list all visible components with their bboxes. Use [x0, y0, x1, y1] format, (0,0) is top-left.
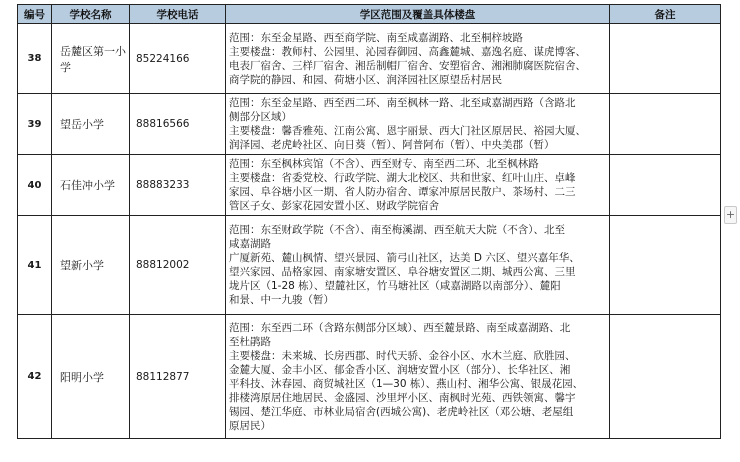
remarks — [610, 24, 721, 94]
scope-line: 润泽园、老虎岭社区、向日葵（暂）、阿普阿布（暂）、中央美郡（暂） — [229, 139, 555, 151]
scope-line: 范围：东至枫林宾馆（不含）、西至财专、南至西二环、北至枫林路 — [229, 158, 539, 170]
scope-line: 主要楼盘：未来城、长房西郡、时代天骄、金谷小区、水木兰庭、欣胜园、 — [229, 349, 576, 362]
row-number: 38 — [18, 24, 52, 94]
scope-line: 侧部分区域） — [229, 111, 292, 123]
scope-line: 电表厂宿舍、三样厂宿舍、湘岳制帽厂宿舍、安塑宿舍、湘湘肺腐医院宿舍、 — [229, 59, 586, 72]
header-district-scope: 学区范围及覆盖具体楼盘 — [226, 5, 610, 24]
scope-line: 至杜鹃路 — [229, 335, 271, 348]
district-scope — [226, 94, 610, 155]
school-phone: 88112877 — [130, 315, 226, 439]
row-number: 41 — [18, 216, 52, 315]
scope-line: 广厦新苑、麓山枫情、望兴景园、箭弓山社区，达美 D 六区、望兴嘉年华、 — [229, 252, 580, 264]
table-row — [18, 216, 721, 315]
row-number: 39 — [18, 94, 52, 155]
scope-line: 锡园、楚江华庭、市林业局宿舍(西城公寓)、老虎岭社区（邓公塘、老屋组 — [229, 405, 574, 418]
scope-line: 管区子女、彭家花园安置小区、财政学院宿舍 — [229, 200, 439, 212]
scope-line: 和景、中一九骏（暂） — [229, 294, 334, 306]
school-name: 阳明小学 — [52, 315, 130, 439]
header-row — [18, 5, 721, 24]
district-scope — [226, 24, 610, 94]
table-row — [18, 315, 721, 439]
scope-line: 家园、阜谷塘小区一期、省人防办宿舍、谭家冲原居民散户、茶场村、二三 — [229, 186, 576, 198]
scope-line: 范围：东至金星路、西至商学院、南至咸嘉湖路、北至桐梓坡路 — [229, 31, 523, 44]
table-row — [18, 94, 721, 155]
district-scope — [226, 155, 610, 216]
header-number: 编号 — [18, 5, 52, 24]
plus-icon[interactable]: + — [724, 206, 737, 224]
scope-line: 排楼湾原居住地居民、金盛园、沙里坪小区、南枫时光苑、西铁领寓、馨宇 — [229, 391, 576, 404]
school-name: 岳麓区第一小学 — [52, 24, 130, 94]
table-row — [18, 24, 721, 94]
scope-line: 望兴家园、品格家园、南家塘安置区、阜谷塘安置区二期、城西公寓、三里 — [229, 266, 576, 278]
scope-line: 主要楼盘：馨香雅苑、江南公寓、恩宇丽景、西大门社区原居民、裕园大厦、 — [229, 125, 586, 137]
table-row — [18, 155, 721, 216]
district-scope — [226, 315, 610, 439]
scope-line: 商学院的静园、和园、荷塘小区、润泽园社区原望岳村居民 — [229, 73, 502, 86]
header-school-phone: 学校电话 — [130, 5, 226, 24]
scope-line: 垅片区（1-28 栋）、望麓社区，竹马塘社区（咸嘉湖路以南部分）、麓阳 — [229, 280, 561, 292]
row-number: 40 — [18, 155, 52, 216]
scope-line: 原居民） — [229, 419, 271, 432]
remarks — [610, 315, 721, 439]
school-name: 望岳小学 — [52, 94, 130, 155]
scope-line: 平科技、沐春园、商贸城社区（1—30 栋）、燕山村、湘华公寓、银晟花园、 — [229, 377, 584, 390]
school-phone: 85224166 — [130, 24, 226, 94]
school-district-table — [17, 4, 721, 439]
school-phone: 88816566 — [130, 94, 226, 155]
remarks — [610, 94, 721, 155]
school-name: 望新小学 — [52, 216, 130, 315]
district-scope — [226, 216, 610, 315]
scope-line: 主要楼盘：教师村、公园里、沁园春御园、高鑫麓城、嘉逸名庭、谋虎博客、 — [229, 45, 586, 58]
school-name: 石佳冲小学 — [52, 155, 130, 216]
remarks — [610, 155, 721, 216]
row-number: 42 — [18, 315, 52, 439]
scope-line: 范围：东至西二环（含路东侧部分区域）、西至麓景路、南至咸嘉湖路、北 — [229, 321, 571, 334]
school-phone: 88812002 — [130, 216, 226, 315]
scope-line: 咸嘉湖路 — [229, 238, 271, 250]
header-remarks: 备注 — [610, 5, 721, 24]
scope-line: 范围：东至金星路、西至西二环、南至枫林一路、北至咸嘉湖西路（含路北 — [229, 97, 576, 109]
remarks — [610, 216, 721, 315]
scope-line: 金麓大厦、金丰小区、郁金香小区、润塘安置小区（部分）、长华社区、湘 — [229, 363, 571, 376]
scope-line: 主要楼盘：省委党校、行政学院、湖大北校区、共和世家、红叶山庄、卓峰 — [229, 172, 576, 184]
header-school-name: 学校名称 — [52, 5, 130, 24]
school-phone: 88883233 — [130, 155, 226, 216]
scope-line: 范围：东至财政学院（不含）、南至梅溪湖、西至航天大院（不含）、北至 — [229, 224, 565, 236]
